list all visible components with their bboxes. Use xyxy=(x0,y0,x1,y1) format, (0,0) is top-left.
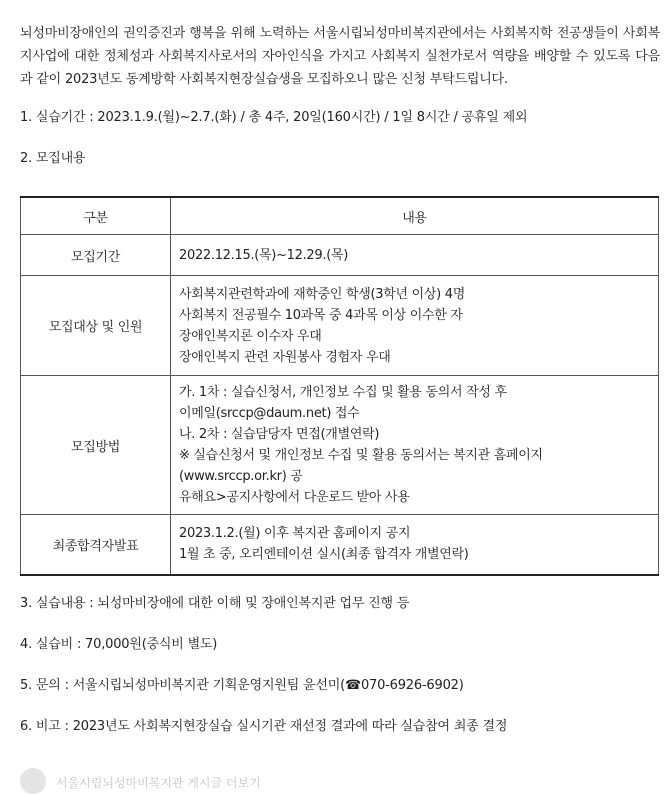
table-row xyxy=(21,515,659,575)
content-line: 장애인복지론 이수자 우대 xyxy=(179,328,322,344)
content-line: 장애인복지 관련 자원봉사 경험자 우대 xyxy=(179,349,391,365)
table-row xyxy=(21,235,659,276)
row-content-target xyxy=(171,276,659,376)
content-line: ※ 실습신청서 및 개인정보 수집 및 활용 동의서는 복지관 홈페이지(www.srccp.or.kr) 공 xyxy=(179,448,543,484)
row-label-target: 모집대상 및 인원 xyxy=(21,276,171,376)
recruit-table xyxy=(20,196,659,576)
table-header-row xyxy=(21,197,659,235)
recruit-heading: 2. 모집내용 xyxy=(20,151,86,166)
content-line: 가. 1차 : 실습신청서, 개인정보 수집 및 활용 동의서 작성 후 xyxy=(179,385,507,400)
content-line: 2022.12.15.(목)~12.29.(목) xyxy=(179,247,349,263)
row-label-announce: 최종합격자발표 xyxy=(21,515,171,575)
content-line: 1월 초 중, 오리엔테이션 실시(최종 합격자 개별연락) xyxy=(179,547,469,563)
row-label-method: 모집방법 xyxy=(21,376,171,515)
header-category: 구분 xyxy=(21,197,171,235)
avatar xyxy=(20,768,46,794)
practice-period: 1. 실습기간 : 2023.1.9.(월)~2.7.(화) / 총 4주, 20일(160시간) / 1일 8시간 / 공휴일 제외 xyxy=(20,110,528,125)
remarks: 6. 비고 : 2023년도 사회복지현장실습 실시기관 재선정 결과에 따라 실습참여 최종 결정 xyxy=(20,719,508,734)
table-row xyxy=(21,276,659,376)
contact-info: 5. 문의 : 서울시립뇌성마비복지관 기획운영지원팀 윤선미(☎070-6926-6902) xyxy=(20,678,464,693)
practice-content: 3. 실습내용 : 뇌성마비장애에 대한 이해 및 장애인복지관 업무 진행 등 xyxy=(20,596,410,611)
notice-body xyxy=(20,0,660,734)
faded-footer xyxy=(20,766,320,790)
content-line: 사회복지 전공필수 10과목 중 4과목 이상 이수한 자 xyxy=(179,307,463,323)
row-label-period: 모집기간 xyxy=(21,235,171,276)
content-line: 2023.1.2.(월) 이후 복지관 홈페이지 공지 xyxy=(179,526,411,542)
row-content-announce xyxy=(171,515,659,575)
intro-paragraph: 뇌성마비장애인의 권익증진과 행복을 위해 노력하는 서울시립뇌성마비복지관에서는 사회복지학 전공생들이 사회복지사업에 대한 정체성과 사회복지사로서의 자아인식을 가지고 사회복지 실천가로서 역량을 배양할 수 있도록 다음과 같이 2023년도 동계방학 사회복지현장실습생을 모집하오니 많은 신청 부탁드립니다. xyxy=(20,26,660,87)
header-content: 내용 xyxy=(171,197,659,235)
table-row xyxy=(21,376,659,515)
content-line: 유해요>공지사항에서 다운로드 받아 사용 xyxy=(179,490,410,505)
content-line: 이메일(srccp@daum.net) 접수 xyxy=(179,406,360,421)
content-line: 사회복지관련학과에 재학중인 학생(3학년 이상) 4명 xyxy=(179,286,465,302)
row-content-method xyxy=(171,376,659,515)
faded-footer-text: 서울시립뇌성마비복지관 게시글 더보기 xyxy=(56,776,261,790)
row-content-period xyxy=(171,235,659,276)
practice-fee: 4. 실습비 : 70,000원(중식비 별도) xyxy=(20,637,218,652)
content-line: 나. 2차 : 실습담당자 면접(개별연락) xyxy=(179,427,380,442)
